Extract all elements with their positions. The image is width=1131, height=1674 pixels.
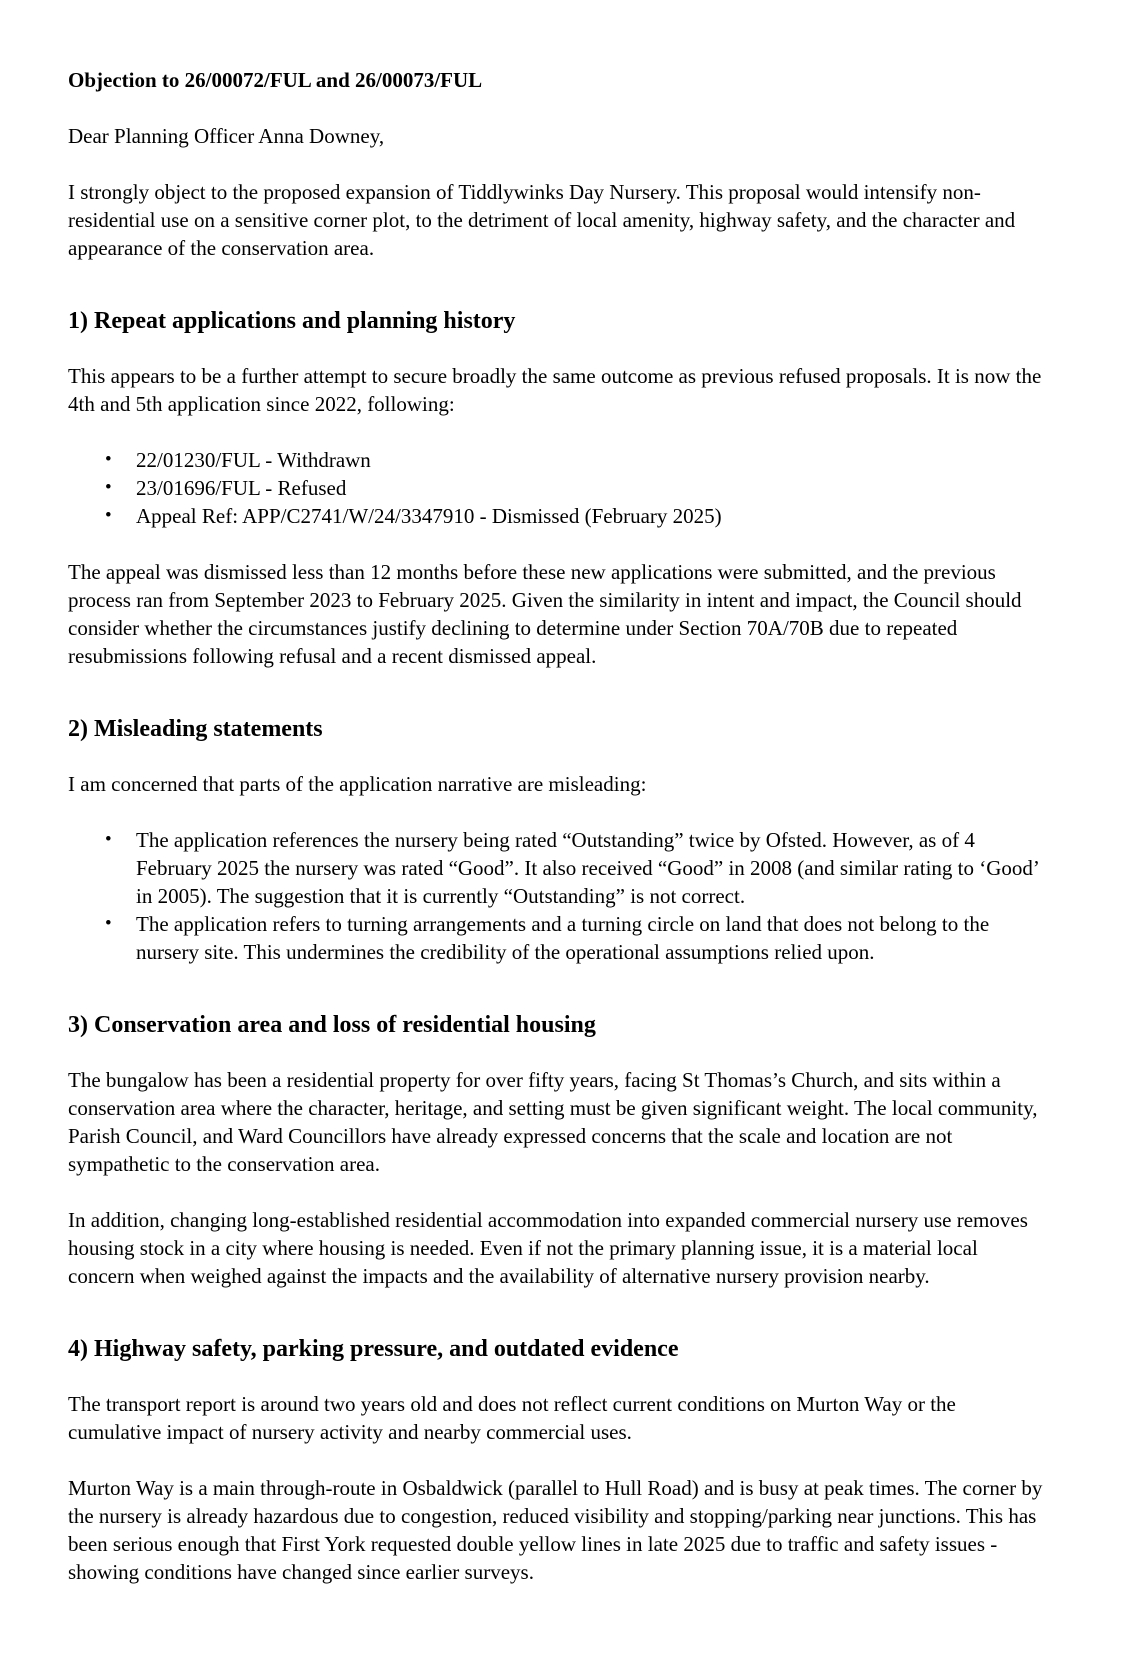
section-1-heading: 1) Repeat applications and planning history <box>68 308 516 334</box>
section-1-paragraph-2: The appeal was dismissed less than 12 months before these new applications were submitted, and the previous process ran from September 2023 to February 2025. Given the similarity in intent and impact, the Council should consider whether the circumstances justify declining to determine under Section 70A/70B due to repeated resubmissions following refusal and a recent dismissed appeal. <box>68 560 1022 668</box>
list-item: • The application references the nursery being rated “Outstanding” twice by Ofsted. However, as of 4 February 2025 the nursery was rated “Good”. It also received “Good” in 2008 (and similar rating to ‘Good’ in 2005). The suggestion that it is currently “Outstanding” is not correct. <box>105 826 1045 910</box>
section-2-paragraph-1: I am concerned that parts of the application narrative are misleading: <box>68 772 647 796</box>
section-3-heading: 3) Conservation area and loss of residential housing <box>68 1012 596 1038</box>
section-2-heading: 2) Misleading statements <box>68 716 323 742</box>
section-2-bullet-list <box>68 826 1045 966</box>
section-3-paragraph-1: The bungalow has been a residential property for over fifty years, facing St Thomas’s Church, and sits within a conservation area where the character, heritage, and setting must be given significant weight. The local community, Parish Council, and Ward Councillors have already expressed concerns that the scale and location are not sympathetic to the conservation area. <box>68 1068 1038 1176</box>
section-4-paragraph-2: Murton Way is a main through-route in Osbaldwick (parallel to Hull Road) and is busy at peak times. The corner by the nursery is already hazardous due to congestion, reduced visibility and stopping/parking near junctions. This has been serious enough that First York requested double yellow lines in late 2025 due to traffic and safety issues - showing conditions have changed since earlier surveys. <box>68 1476 1043 1584</box>
section-4-paragraph-1: The transport report is around two years old and does not reflect current conditions on Murton Way or the cumulative impact of nursery activity and nearby commercial uses. <box>68 1392 956 1444</box>
section-1-paragraph-1: This appears to be a further attempt to secure broadly the same outcome as previous refused proposals. It is now the 4th and 5th application since 2022, following: <box>68 364 1042 416</box>
list-item: • The application refers to turning arrangements and a turning circle on land that does not belong to the nursery site. This undermines the credibility of the operational assumptions relied upon. <box>105 910 1045 966</box>
list-item: • Appeal Ref: APP/C2741/W/24/3347910 - Dismissed (February 2025) <box>105 502 1045 530</box>
section-4-heading: 4) Highway safety, parking pressure, and outdated evidence <box>68 1336 679 1362</box>
salutation: Dear Planning Officer Anna Downey, <box>68 124 385 148</box>
list-item: • 23/01696/FUL - Refused <box>105 474 1045 502</box>
intro-paragraph: I strongly object to the proposed expansion of Tiddlywinks Day Nursery. This proposal would intensify non-residential use on a sensitive corner plot, to the detriment of local amenity, highway safety, and the character and appearance of the conservation area. <box>68 180 1016 260</box>
section-3-paragraph-2: In addition, changing long-established residential accommodation into expanded commercial nursery use removes housing stock in a city where housing is needed. Even if not the primary planning issue, it is a material local concern when weighed against the impacts and the availability of alternative nursery provision nearby. <box>68 1208 1028 1288</box>
list-item: • 22/01230/FUL - Withdrawn <box>105 446 1045 474</box>
section-1-bullet-list <box>68 446 1045 530</box>
document-title: Objection to 26/00072/FUL and 26/00073/FUL <box>68 68 483 92</box>
